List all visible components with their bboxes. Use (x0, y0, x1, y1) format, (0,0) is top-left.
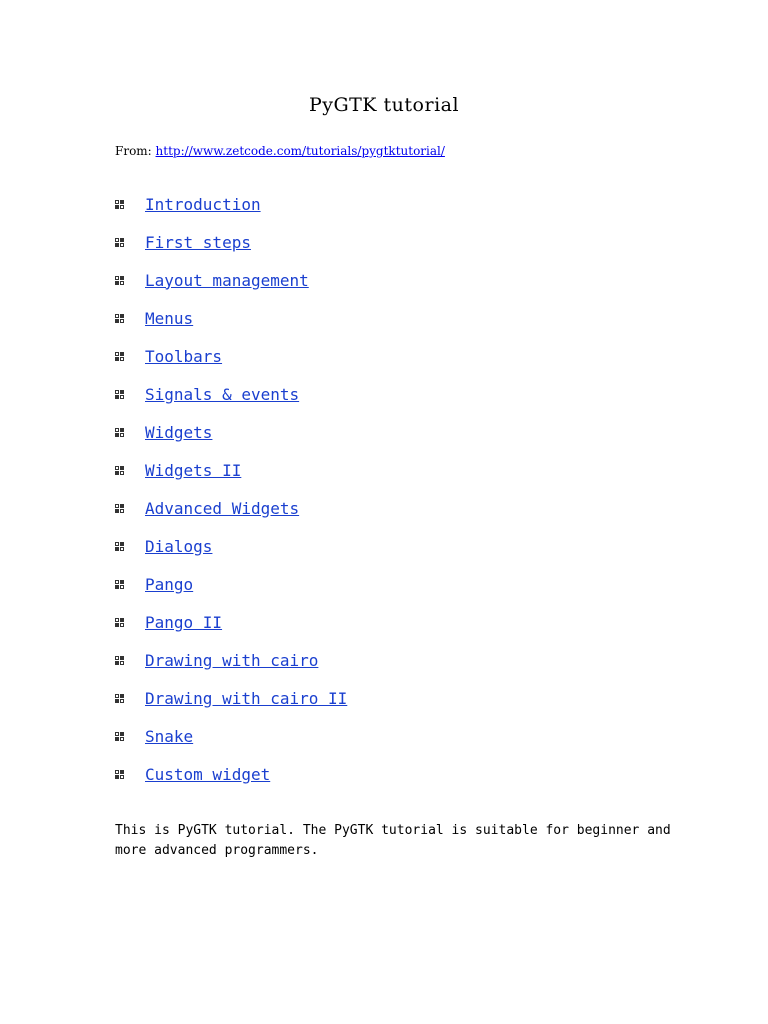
toc-item (115, 375, 347, 413)
toc-link[interactable]: Introduction (145, 194, 261, 214)
toc-item (115, 261, 347, 299)
toc-link[interactable]: Signals & events (145, 384, 300, 404)
square-bullet-icon (115, 732, 124, 741)
toc-link[interactable]: Pango (145, 574, 194, 594)
intro-line-1: This is PyGTK tutorial. The PyGTK tutorial is suitable for beginner and (115, 823, 671, 838)
toc-item (115, 223, 347, 261)
toc-item (115, 489, 347, 527)
toc-item (115, 413, 347, 451)
toc-item (115, 527, 347, 565)
toc-item (115, 299, 347, 337)
source-line (115, 144, 445, 158)
toc-link[interactable]: Toolbars (145, 346, 223, 366)
toc-link[interactable]: Snake (145, 726, 194, 746)
toc-link[interactable]: Layout management (145, 270, 309, 290)
toc-link[interactable]: Drawing with cairo (145, 650, 319, 670)
square-bullet-icon (115, 238, 124, 247)
toc-link[interactable]: Widgets II (145, 460, 242, 480)
toc-item (115, 641, 347, 679)
square-bullet-icon (115, 390, 124, 399)
toc-item (115, 717, 347, 755)
toc-item (115, 451, 347, 489)
square-bullet-icon (115, 618, 124, 627)
square-bullet-icon (115, 656, 124, 665)
intro-line-2: more advanced programmers. (115, 843, 319, 858)
toc-link[interactable]: Menus (145, 308, 194, 328)
square-bullet-icon (115, 200, 124, 209)
square-bullet-icon (115, 428, 124, 437)
square-bullet-icon (115, 770, 124, 779)
square-bullet-icon (115, 504, 124, 513)
toc-link[interactable]: Pango II (145, 612, 223, 632)
toc-link[interactable]: Custom widget (145, 764, 271, 784)
square-bullet-icon (115, 466, 124, 475)
toc-item (115, 603, 347, 641)
source-label: From: (115, 144, 152, 158)
toc-item (115, 679, 347, 717)
toc-link[interactable]: Widgets (145, 422, 213, 442)
source-url-link[interactable]: http://www.zetcode.com/tutorials/pygtktutorial/ (155, 144, 445, 158)
toc-item (115, 565, 347, 603)
toc-link[interactable]: First steps (145, 232, 251, 252)
square-bullet-icon (115, 542, 124, 551)
intro-paragraph (115, 821, 675, 861)
square-bullet-icon (115, 352, 124, 361)
page-title: PyGTK tutorial (308, 94, 460, 116)
toc-link[interactable]: Advanced Widgets (145, 498, 300, 518)
square-bullet-icon (115, 580, 124, 589)
toc-link[interactable]: Dialogs (145, 536, 213, 556)
toc-item (115, 185, 347, 223)
toc-item (115, 755, 347, 793)
toc-link[interactable]: Drawing with cairo II (145, 688, 348, 708)
square-bullet-icon (115, 314, 124, 323)
toc-item (115, 337, 347, 375)
square-bullet-icon (115, 694, 124, 703)
square-bullet-icon (115, 276, 124, 285)
table-of-contents (115, 185, 347, 793)
